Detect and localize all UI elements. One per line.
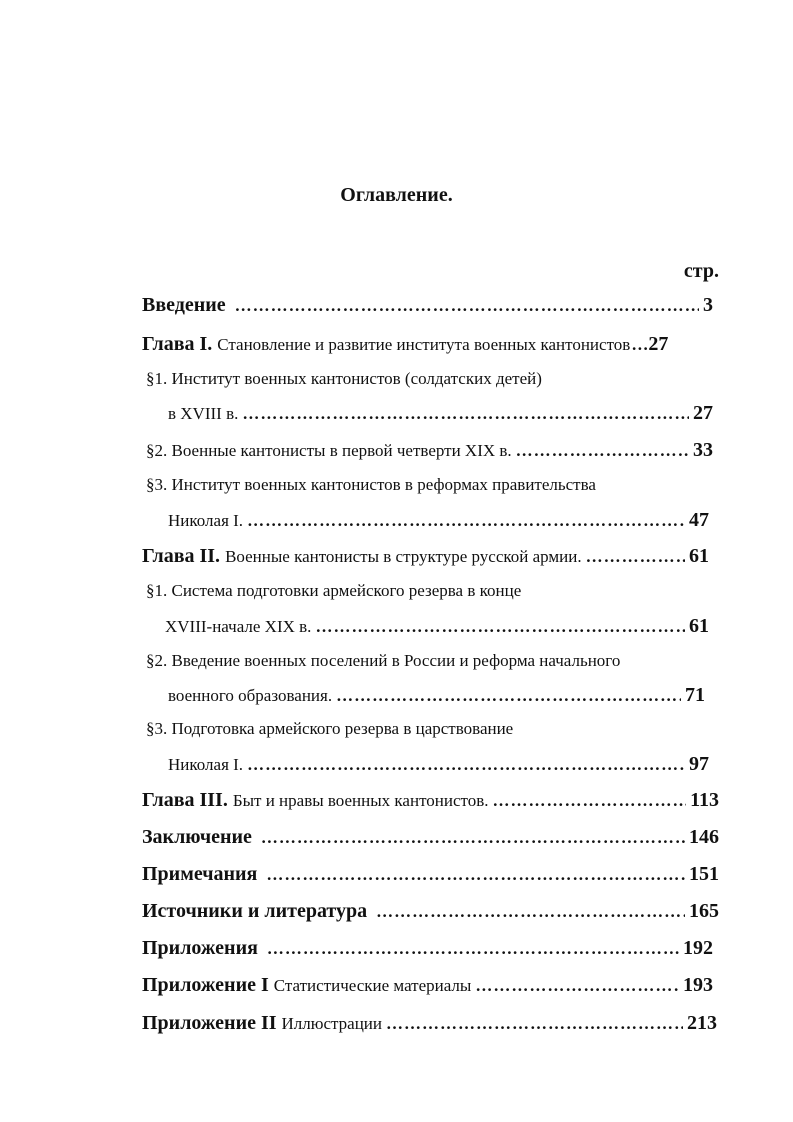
toc-entry-text: военного образования. (168, 686, 333, 705)
toc-entry-text: Николая I. (168, 511, 244, 530)
toc-entry-appendices (142, 937, 713, 960)
toc-entry-lead: Заключение (142, 826, 252, 848)
toc-leader-dots (235, 296, 699, 316)
page-title: Оглавление. (340, 184, 453, 206)
toc-entry-lead: Приложение I (142, 974, 269, 996)
toc-entry-section-2-1 (146, 581, 521, 601)
toc-entry-text: Статистические материалы (273, 976, 472, 995)
toc-entry-section-1-3 (146, 475, 596, 495)
toc-entry-section-2-2-cont (168, 684, 705, 707)
toc-entry-page: 61 (689, 545, 709, 567)
toc-entry-page: 165 (689, 900, 719, 922)
toc-entry-text: Военные кантонисты в структуре русской армии. (225, 547, 582, 566)
toc-entry-page: 33 (693, 439, 713, 461)
toc-entry-page: 97 (689, 753, 709, 775)
toc-entry-page: 113 (690, 789, 719, 811)
toc-entry-appendix-1 (142, 974, 713, 997)
toc-entry-page: 71 (685, 684, 705, 706)
toc-entry-text: §1. Институт военных кантонистов (солдатских детей) (146, 369, 542, 388)
toc-leader-dots (493, 791, 687, 811)
toc-leader-dots (266, 865, 685, 885)
toc-entry-introduction (142, 294, 713, 317)
toc-entry-text: §2. Введение военных поселений в России и реформа начального (146, 651, 621, 670)
toc-entry-lead: Глава I. (142, 333, 213, 355)
toc-entry-chapter-1 (142, 333, 719, 356)
toc-entry-text: §2. Военные кантонисты в первой четверти XIX в. (146, 441, 512, 460)
toc-leader-dots (516, 441, 689, 461)
toc-entry-page: 151 (689, 863, 719, 885)
toc-entry-notes (142, 863, 719, 886)
toc-entry-text: Быт и нравы военных кантонистов. (232, 791, 489, 810)
toc-entry-text: XVIII-начале XIX в. (165, 617, 312, 636)
toc-entry-sources (142, 900, 719, 923)
toc-leader-dots (376, 902, 685, 922)
toc-entry-page: 61 (689, 615, 709, 637)
toc-entry-text: §1. Система подготовки армейского резерва в конце (146, 581, 522, 600)
toc-entry-page: 27 (648, 333, 669, 355)
toc-entry-page: 213 (687, 1012, 717, 1034)
toc-leader-dots (247, 755, 685, 775)
toc-leader-dots (336, 686, 681, 706)
toc-entry-page: 146 (689, 826, 719, 848)
toc-entry-section-2-3-cont (168, 753, 709, 776)
toc-entry-text: Николая I. (168, 755, 244, 774)
toc-entry-text: Иллюстрации (281, 1014, 382, 1033)
toc-leader-dots (247, 511, 685, 531)
toc-entry-lead: Глава II. (142, 545, 221, 567)
toc-entry-section-2-2 (146, 651, 620, 671)
toc-entry-section-1-3-cont (168, 509, 709, 532)
toc-leader-dots (631, 335, 647, 355)
toc-entry-text: Становление и развитие института военных кантонистов (217, 335, 631, 354)
toc-entry-page: 3 (703, 294, 713, 316)
toc-entry-chapter-2 (142, 545, 709, 568)
toc-entry-page: 27 (693, 402, 713, 424)
toc-entry-page: 193 (683, 974, 713, 996)
toc-entry-lead: Примечания (142, 863, 258, 885)
toc-entry-section-1-2 (146, 439, 713, 462)
toc-leader-dots (386, 1014, 683, 1034)
toc-entry-chapter-3 (142, 789, 719, 812)
toc-entry-lead: Приложение II (142, 1012, 277, 1034)
toc-entry-section-1-1-cont (168, 402, 713, 425)
toc-entry-text: в XVIII в. (168, 404, 239, 423)
toc-leader-dots (315, 617, 685, 637)
toc-entry-page: 192 (683, 937, 713, 959)
toc-entry-text: §3. Подготовка армейского резерва в царствование (146, 719, 514, 738)
toc-entry-conclusion (142, 826, 719, 849)
toc-entry-lead: Глава III. (142, 789, 228, 811)
toc-leader-dots (586, 547, 685, 567)
toc-leader-dots (242, 404, 689, 424)
toc-entry-section-2-3 (146, 719, 513, 739)
toc-entry-lead: Приложения (142, 937, 258, 959)
toc-entry-lead: Источники и литература (142, 900, 368, 922)
toc-leader-dots (261, 828, 685, 848)
toc-entry-lead: Введение (142, 294, 226, 316)
toc-entry-page: 47 (689, 509, 709, 531)
page-column-header: стр. (683, 260, 719, 282)
toc-entry-text: §3. Институт военных кантонистов в реформах правительства (146, 475, 596, 494)
toc-leader-dots (475, 976, 679, 996)
toc-leader-dots (267, 939, 679, 959)
toc-entry-section-1-1 (146, 369, 542, 389)
toc-entry-appendix-2 (142, 1012, 717, 1035)
toc-entry-section-2-1-cont (165, 615, 709, 638)
